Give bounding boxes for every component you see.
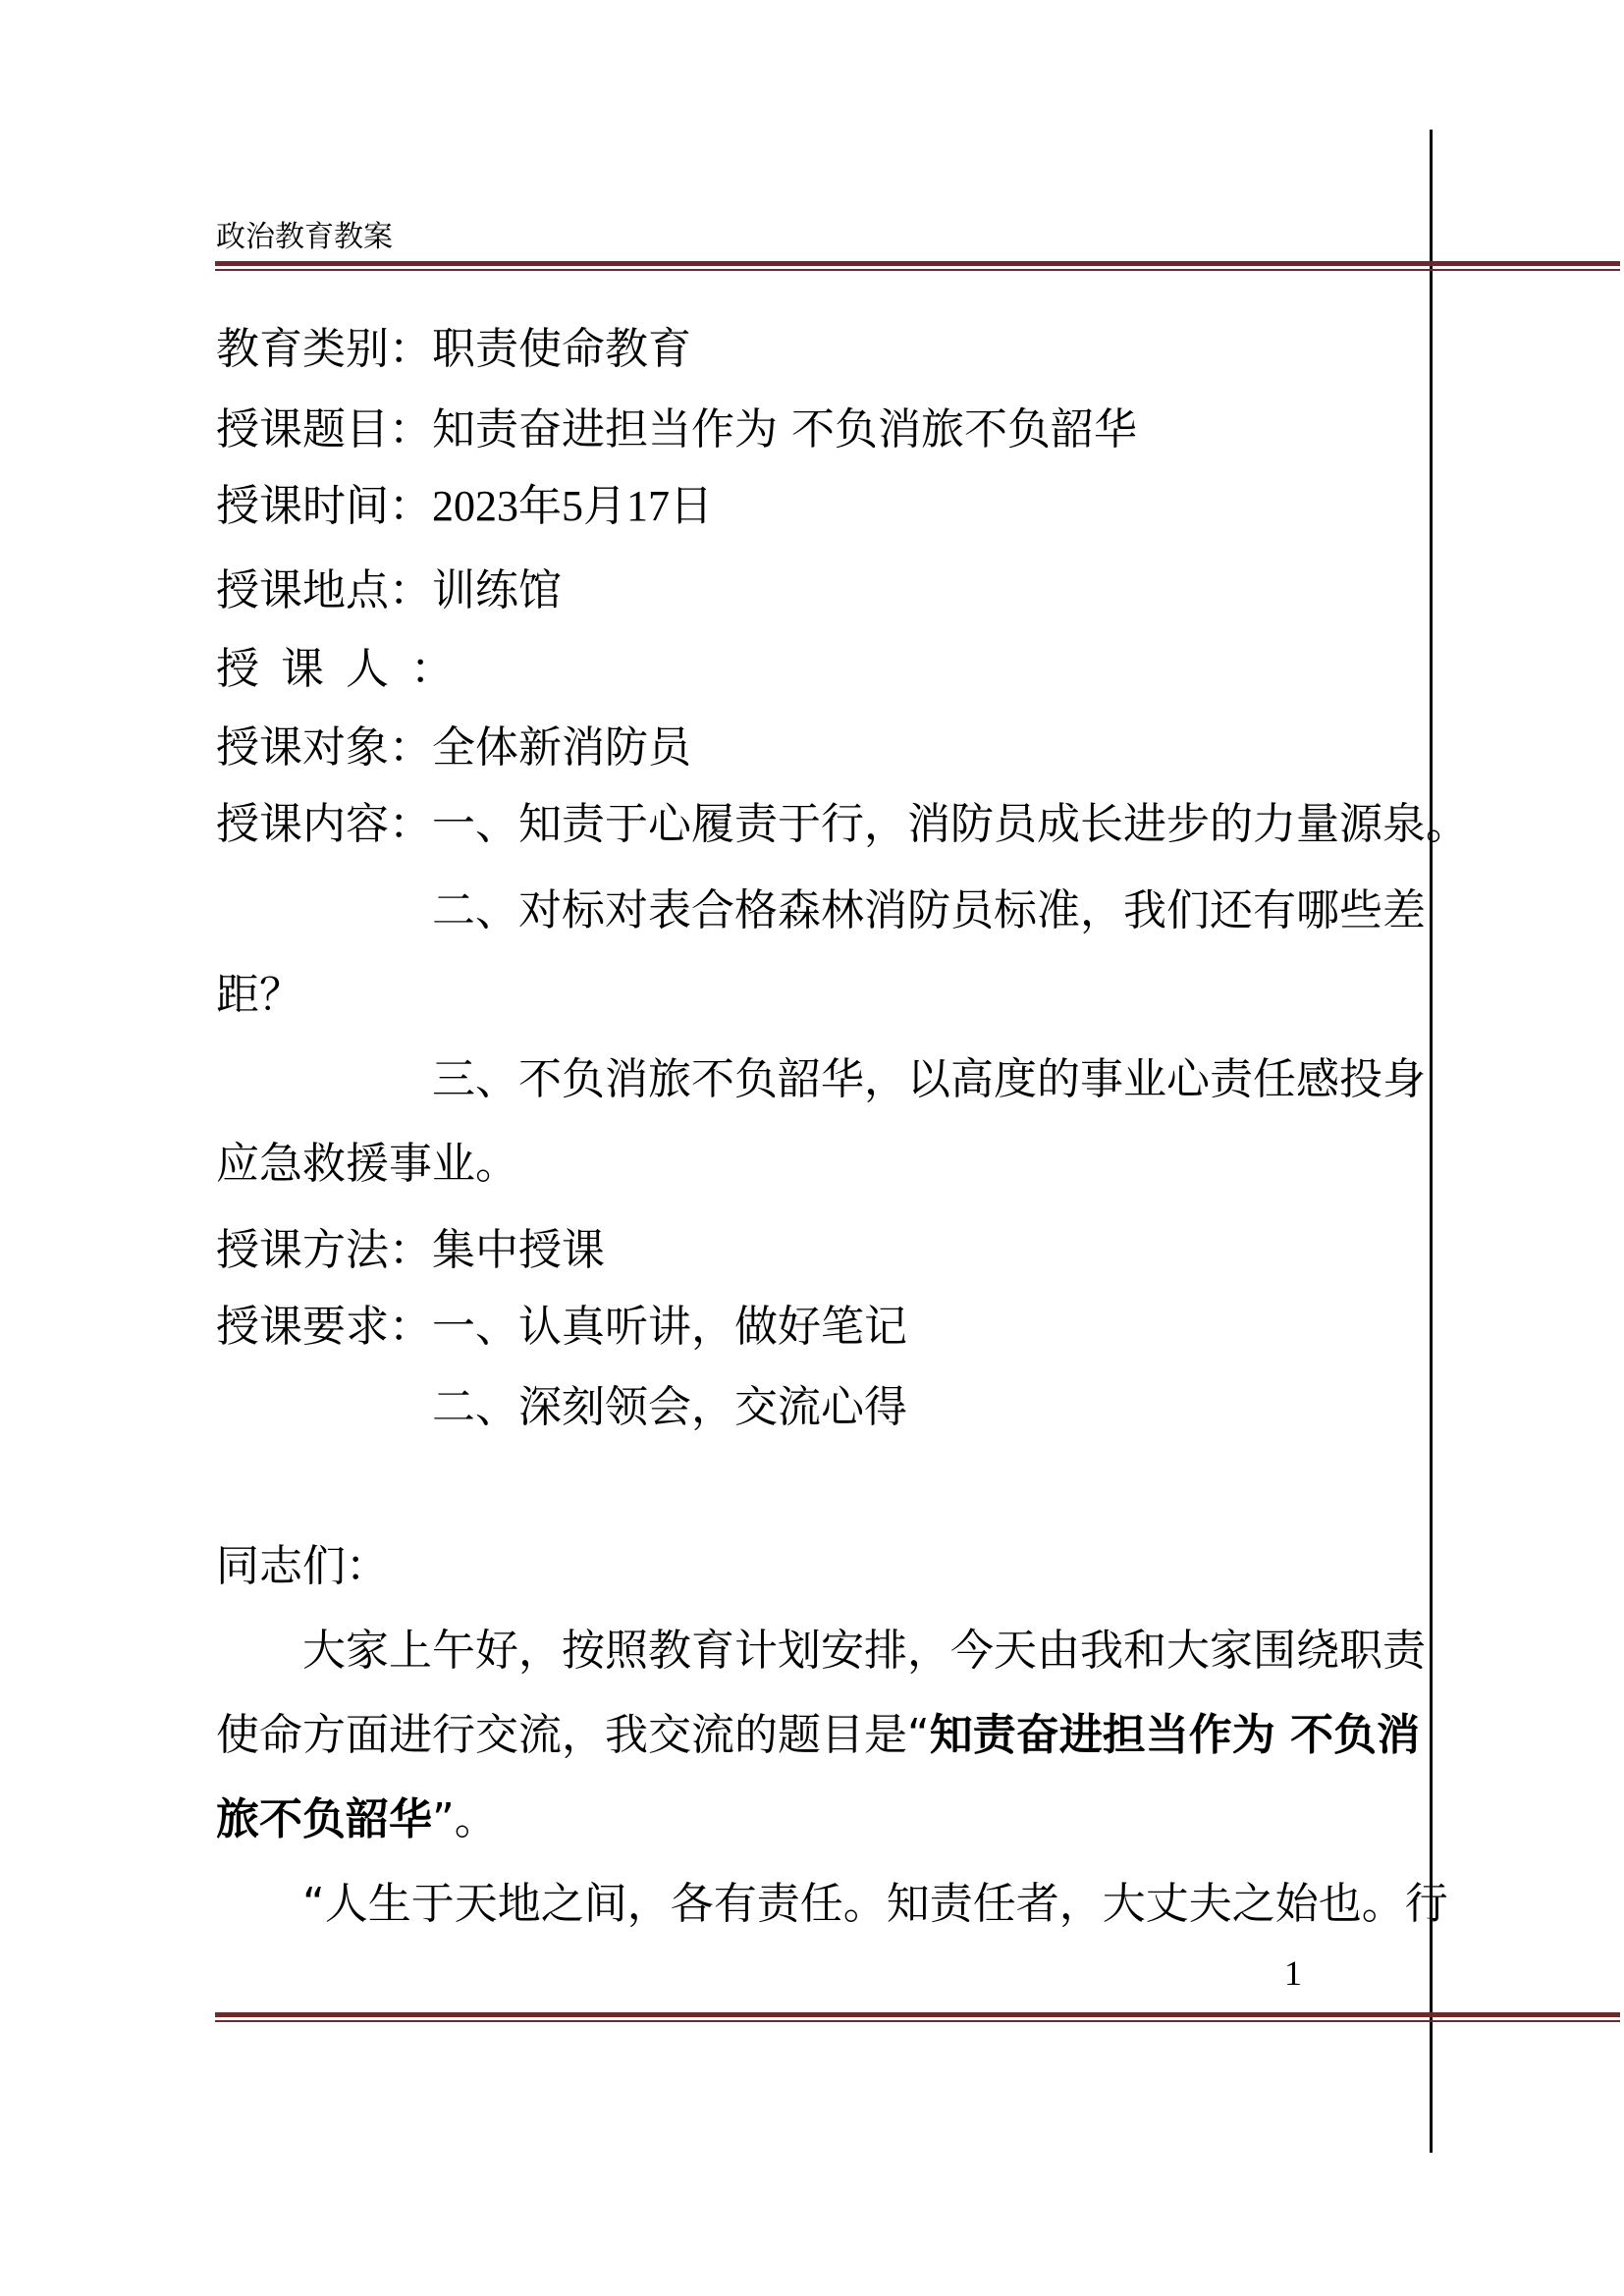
field-label: 授课对象： [216,722,432,773]
field-content [216,795,1469,854]
field-label: 授课人： [216,644,475,694]
lecture-title-emphasis: 旅不负韶华 [216,1794,432,1844]
salutation: 同志们： [216,1541,389,1591]
field-label: 授课时间： [216,481,432,531]
lecture-title-emphasis: 知责奋进担当作为 不负消 [929,1710,1421,1760]
paragraph-1-line-3 [216,1790,498,1849]
content-item-1: 一、知责于心履责于行，消防员成长进步的力量源泉。 [432,799,1469,849]
content-item-3: 三、不负消旅不负韶华，以高度的事业心责任感投身 [432,1054,1426,1104]
field-value: 2023年5月17日 [432,482,713,530]
paragraph-1-line-1: 大家上午好，按照教育计划安排，今天由我和大家围绕职责 [302,1626,1426,1676]
field-label: 授课题目： [216,404,432,454]
field-value: 集中授课 [432,1225,605,1275]
header-title: 政治教育教案 [216,220,393,254]
content-item-2: 二、对标对表合格森林消防员标准，我们还有哪些差 [432,885,1426,935]
field-category [216,320,691,379]
content-item-2-cont: 距？ [216,970,302,1020]
field-label: 授课要求： [216,1302,432,1352]
header-rule [215,261,1620,271]
field-value: 职责使命教育 [432,324,691,374]
requirement-item-2: 二、深刻领会，交流心得 [432,1382,907,1432]
field-requirements [216,1298,907,1357]
field-place [216,561,562,620]
paragraph-2-line-1: “人生于天地之间，各有责任。知责任者，大丈夫之始也。行 [302,1879,1448,1929]
footer-rule [215,2012,1620,2022]
field-label: 教育类别： [216,324,432,374]
field-lecturer [216,640,475,699]
field-method [216,1221,605,1280]
field-topic [216,400,1137,459]
field-value: 知责奋进担当作为 不负消旅不负韶华 [432,404,1137,454]
paragraph-text: ”。 [432,1794,498,1844]
margin-vertical-line [1430,130,1433,2153]
requirement-item-1: 一、认真听讲，做好笔记 [432,1302,907,1352]
field-audience [216,719,691,777]
field-time [216,477,713,536]
field-value: 训练馆 [432,565,562,615]
field-label: 授课方法： [216,1225,432,1275]
page-number: 1 [1284,1953,1302,1993]
field-label: 授课地点： [216,565,432,615]
paragraph-1-line-2 [216,1706,1420,1765]
paragraph-text: 使命方面进行交流，我交流的题目是“ [216,1710,930,1760]
content-item-3-cont: 应急救援事业。 [216,1139,518,1189]
field-label: 授课内容： [216,799,432,849]
field-value: 全体新消防员 [432,722,691,773]
